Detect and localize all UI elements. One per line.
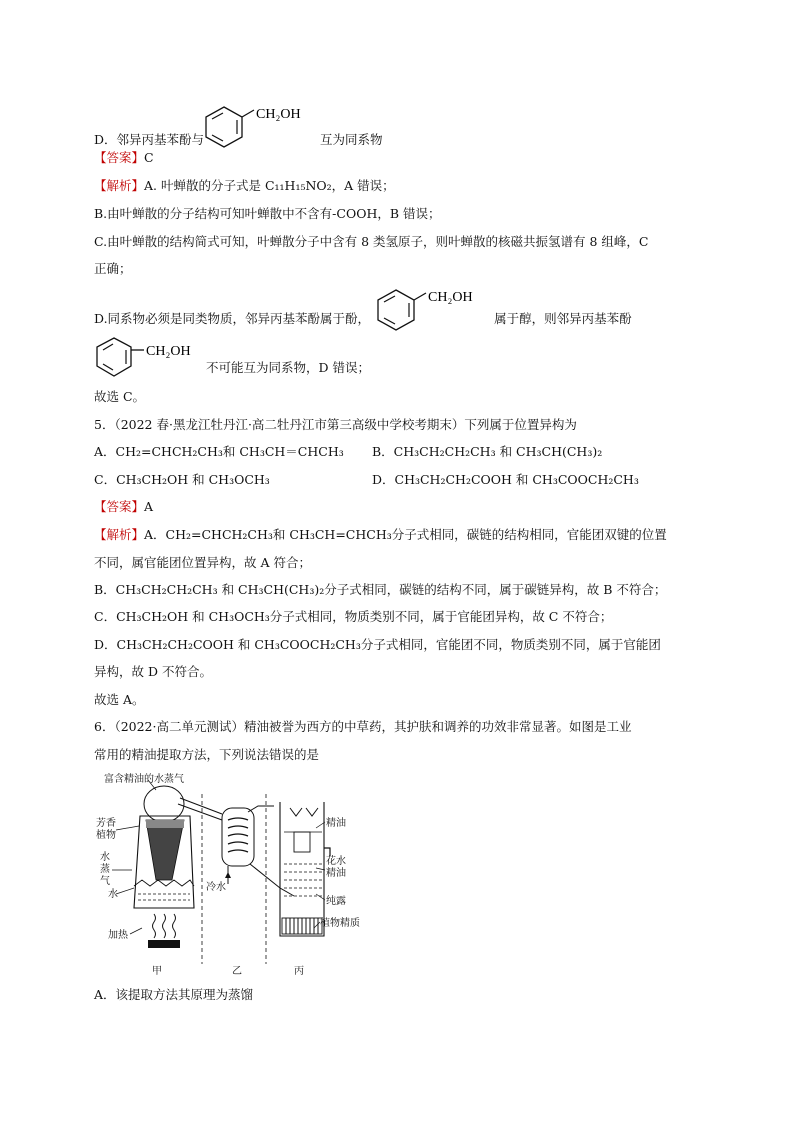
analysis-4-d1 <box>94 288 632 332</box>
floral-water-1: 花水 <box>326 856 346 867</box>
answer-4 <box>94 149 154 167</box>
analysis-4-c1: C.由叶蝉散的结构简式可知，叶蝉散分子中含有 8 类氢原子，则叶蝉散的核磁共振氢谱有 8 组峰，C <box>94 234 649 249</box>
label-jia: 甲 <box>152 966 162 977</box>
answer-5 <box>94 498 153 516</box>
analysis-tag: 【解析】 <box>94 178 145 193</box>
analysis-5-d2: 异构，故 D 不符合。 <box>94 664 212 679</box>
analysis-4-a-text: A. 叶蝉散的分子式是 C₁₁H₁₅NO₂，A 错误； <box>144 178 395 193</box>
water-steam-1: 水 <box>100 852 110 863</box>
q5-option-b: B．CH₃CH₂CH₂CH₃ 和 CH₃CH(CH₃)₂ <box>372 444 603 459</box>
answer-tag: 【答案】 <box>94 499 145 514</box>
cold-water-label: 冷水 <box>206 882 226 893</box>
q5-option-a: A．CH₂=CHCH₂CH₃和 CH₃CH＝CHCH₃ <box>94 444 344 459</box>
plant-label-2: 植物 <box>96 830 116 841</box>
q5-row-ab <box>94 443 734 461</box>
analysis-4-d2-text: 不可能互为同系物，D 错误； <box>206 360 370 375</box>
analysis-4-b: B.由叶蝉散的分子结构可知叶蝉散中不含有-COOH，B 错误； <box>94 206 441 221</box>
struct-label: CH₂OH <box>256 107 301 122</box>
label-bing: 丙 <box>294 966 304 977</box>
benzyl-alcohol-structure <box>204 104 320 150</box>
q6-stem-2: 常用的精油提取方法，下列说法错误的是 <box>94 747 320 762</box>
analysis-4-c2: 正确； <box>94 261 132 276</box>
option-d-prefix: D．邻异丙基苯酚与 <box>94 132 205 147</box>
analysis-4-a <box>94 177 395 195</box>
q5-option-c: C．CH₃CH₂OH 和 CH₃OCH₃ <box>94 472 270 487</box>
plant-label-1: 芳香 <box>96 818 116 829</box>
heat-label: 加热 <box>108 930 128 941</box>
oil-label: 精油 <box>326 818 346 829</box>
analysis-5-a2: 不同，属官能团位置异构，故 A 符合； <box>94 555 311 570</box>
option-d-line <box>94 104 383 150</box>
floral-water-2: 精油 <box>326 868 346 879</box>
struct-label: CH₂OH <box>146 344 191 359</box>
analysis-4-d1a: D.同系物必须是同类物质，邻异丙基苯酚属于酚， <box>94 311 371 326</box>
analysis-5-b: B．CH₃CH₂CH₂CH₃ 和 CH₃CH(CH₃)₂分子式相同，碳链的结构不同，属于碳链异构，故 B 不符合； <box>94 582 667 597</box>
q5-stem: 5．（2022 春·黑龙江牡丹江·高二牡丹江市第三高级中学校考期末）下列属于位置异构为 <box>94 417 577 432</box>
answer-value: C <box>144 150 154 165</box>
option-d-suffix: 互为同系物 <box>320 132 383 147</box>
benzyl-alcohol-structure <box>376 288 494 332</box>
q5-row-cd <box>94 471 734 489</box>
water-steam-2: 蒸 <box>100 864 110 875</box>
steam-label: 富含精油的水蒸气 <box>104 774 184 785</box>
struct-label: CH₂OH <box>428 290 473 305</box>
answer-value: A <box>144 499 154 514</box>
analysis-4-end: 故选 C。 <box>94 389 146 404</box>
hydrosol-label: 纯露 <box>326 896 346 907</box>
analysis-tag: 【解析】 <box>94 527 145 542</box>
analysis-5-a1 <box>94 526 667 544</box>
analysis-5-c: C．CH₃CH₂OH 和 CH₃OCH₃分子式相同，物质类别不同，属于官能团异构，故 C 不符合； <box>94 609 613 624</box>
analysis-4-d1b: 属于醇，则邻异丙基苯酚 <box>494 311 632 326</box>
answer-tag: 【答案】 <box>94 150 145 165</box>
q5-option-d: D．CH₃CH₂CH₂COOH 和 CH₃COOCH₂CH₃ <box>372 472 639 487</box>
benzyl-alcohol-structure <box>94 336 206 378</box>
distillation-figure <box>94 768 384 978</box>
plant-essence-label: 植物精质 <box>320 918 360 929</box>
label-yi: 乙 <box>232 966 242 977</box>
q6-option-a: A．该提取方法其原理为蒸馏 <box>94 987 254 1002</box>
water-steam-3: 气 <box>100 876 110 887</box>
analysis-5-a1-text: A．CH₂=CHCH₂CH₃和 CH₃CH=CHCH₃分子式相同，碳链的结构相同，官能团双键的位置 <box>144 527 667 542</box>
water-label: 水 <box>108 889 118 900</box>
analysis-5-end: 故选 A。 <box>94 692 145 707</box>
analysis-4-d2 <box>94 336 370 378</box>
analysis-5-d1: D．CH₃CH₂CH₂COOH 和 CH₃COOCH₂CH₃分子式相同，官能团不同，物质类别不同，属于官能团 <box>94 637 661 652</box>
q6-stem-1: 6．（2022·高二单元测试）精油被誉为西方的中草药，其护肤和调养的功效非常显著。如图是工业 <box>94 719 632 734</box>
